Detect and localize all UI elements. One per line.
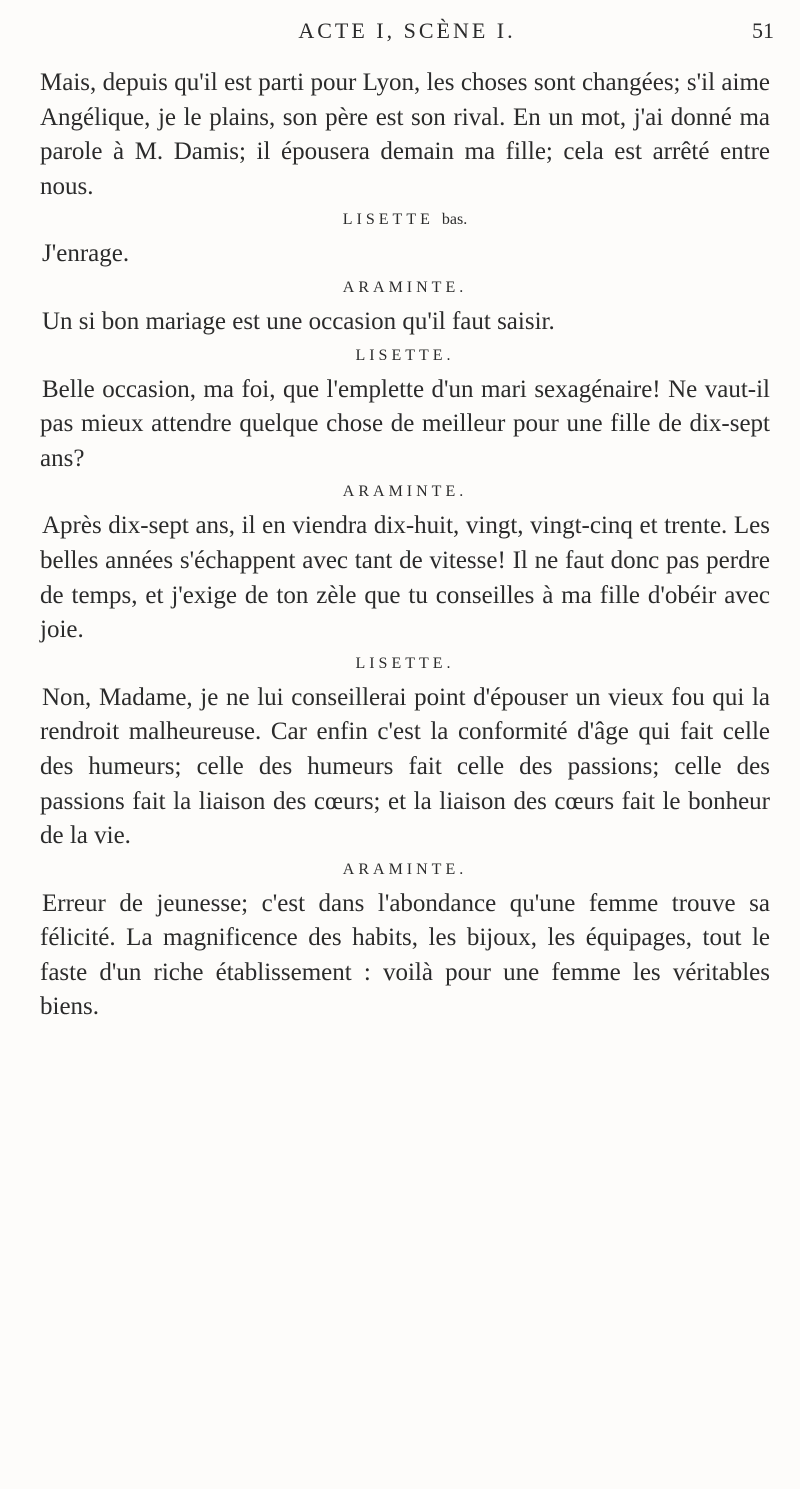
speech-text: Non, Madame, je ne lui conseillerai point d'épouser un vieux fou qui la rendroit malheureuse. Car enfin c'est la conformité d'âge qui fait celle des humeurs; celle des humeurs fait celle des passions; celle des passions fait la liaison des cœurs; et la liaison des cœurs fait le bonheur de la vie.: [40, 683, 770, 850]
speaker-name: ARAMINTE.: [342, 483, 468, 501]
speaker-label: LISETTE: [342, 211, 434, 229]
speaker-name: ARAMINTE.: [342, 860, 468, 878]
speech-text: Mais, depuis qu'il est parti pour Lyon, les choses sont changées; s'il aime Angélique, je le plains, son père est son rival. En un mot, j'ai donné ma parole à M. Damis; il épousera demain ma fille; cela est arrêté entre nous.: [40, 69, 770, 200]
speaker-name: ARAMINTE.: [342, 278, 468, 296]
running-title: ACTE I, SCÈNE I.: [298, 18, 516, 43]
speech-text: J'enrage.: [42, 240, 130, 268]
page-header: [40, 10, 774, 52]
speech-text: Erreur de jeunesse; c'est dans l'abondance qu'une femme trouve sa félicité. La magnificence des habits, les bijoux, les équipages, tout le faste d'un riche établissement : voilà pour une femme les véritables biens.: [40, 889, 770, 1021]
speech-text: Après dix-sept ans, il en viendra dix-huit, vingt, vingt-cinq et trente. Les belles années s'échappent avec tant de vitesse! Il ne faut donc pas perdre de temps, et j'exige de ton zèle que tu conseilles à ma fille d'obéir avec joie.: [40, 512, 770, 644]
page-number: 51: [752, 18, 774, 43]
stage-direction: bas.: [441, 211, 468, 229]
play-text: [40, 66, 770, 1025]
speaker-name: [40, 209, 770, 231]
speech-text: Un si bon mariage est une occasion qu'il faut saisir.: [42, 307, 555, 335]
speaker-name: LISETTE.: [355, 346, 455, 364]
speaker-name: LISETTE.: [355, 654, 455, 672]
speech-text: Belle occasion, ma foi, que l'emplette d'un mari sexagénaire! Ne vaut-il pas mieux attendre quelque chose de meilleur pour une fille de dix-sept ans?: [40, 375, 770, 472]
